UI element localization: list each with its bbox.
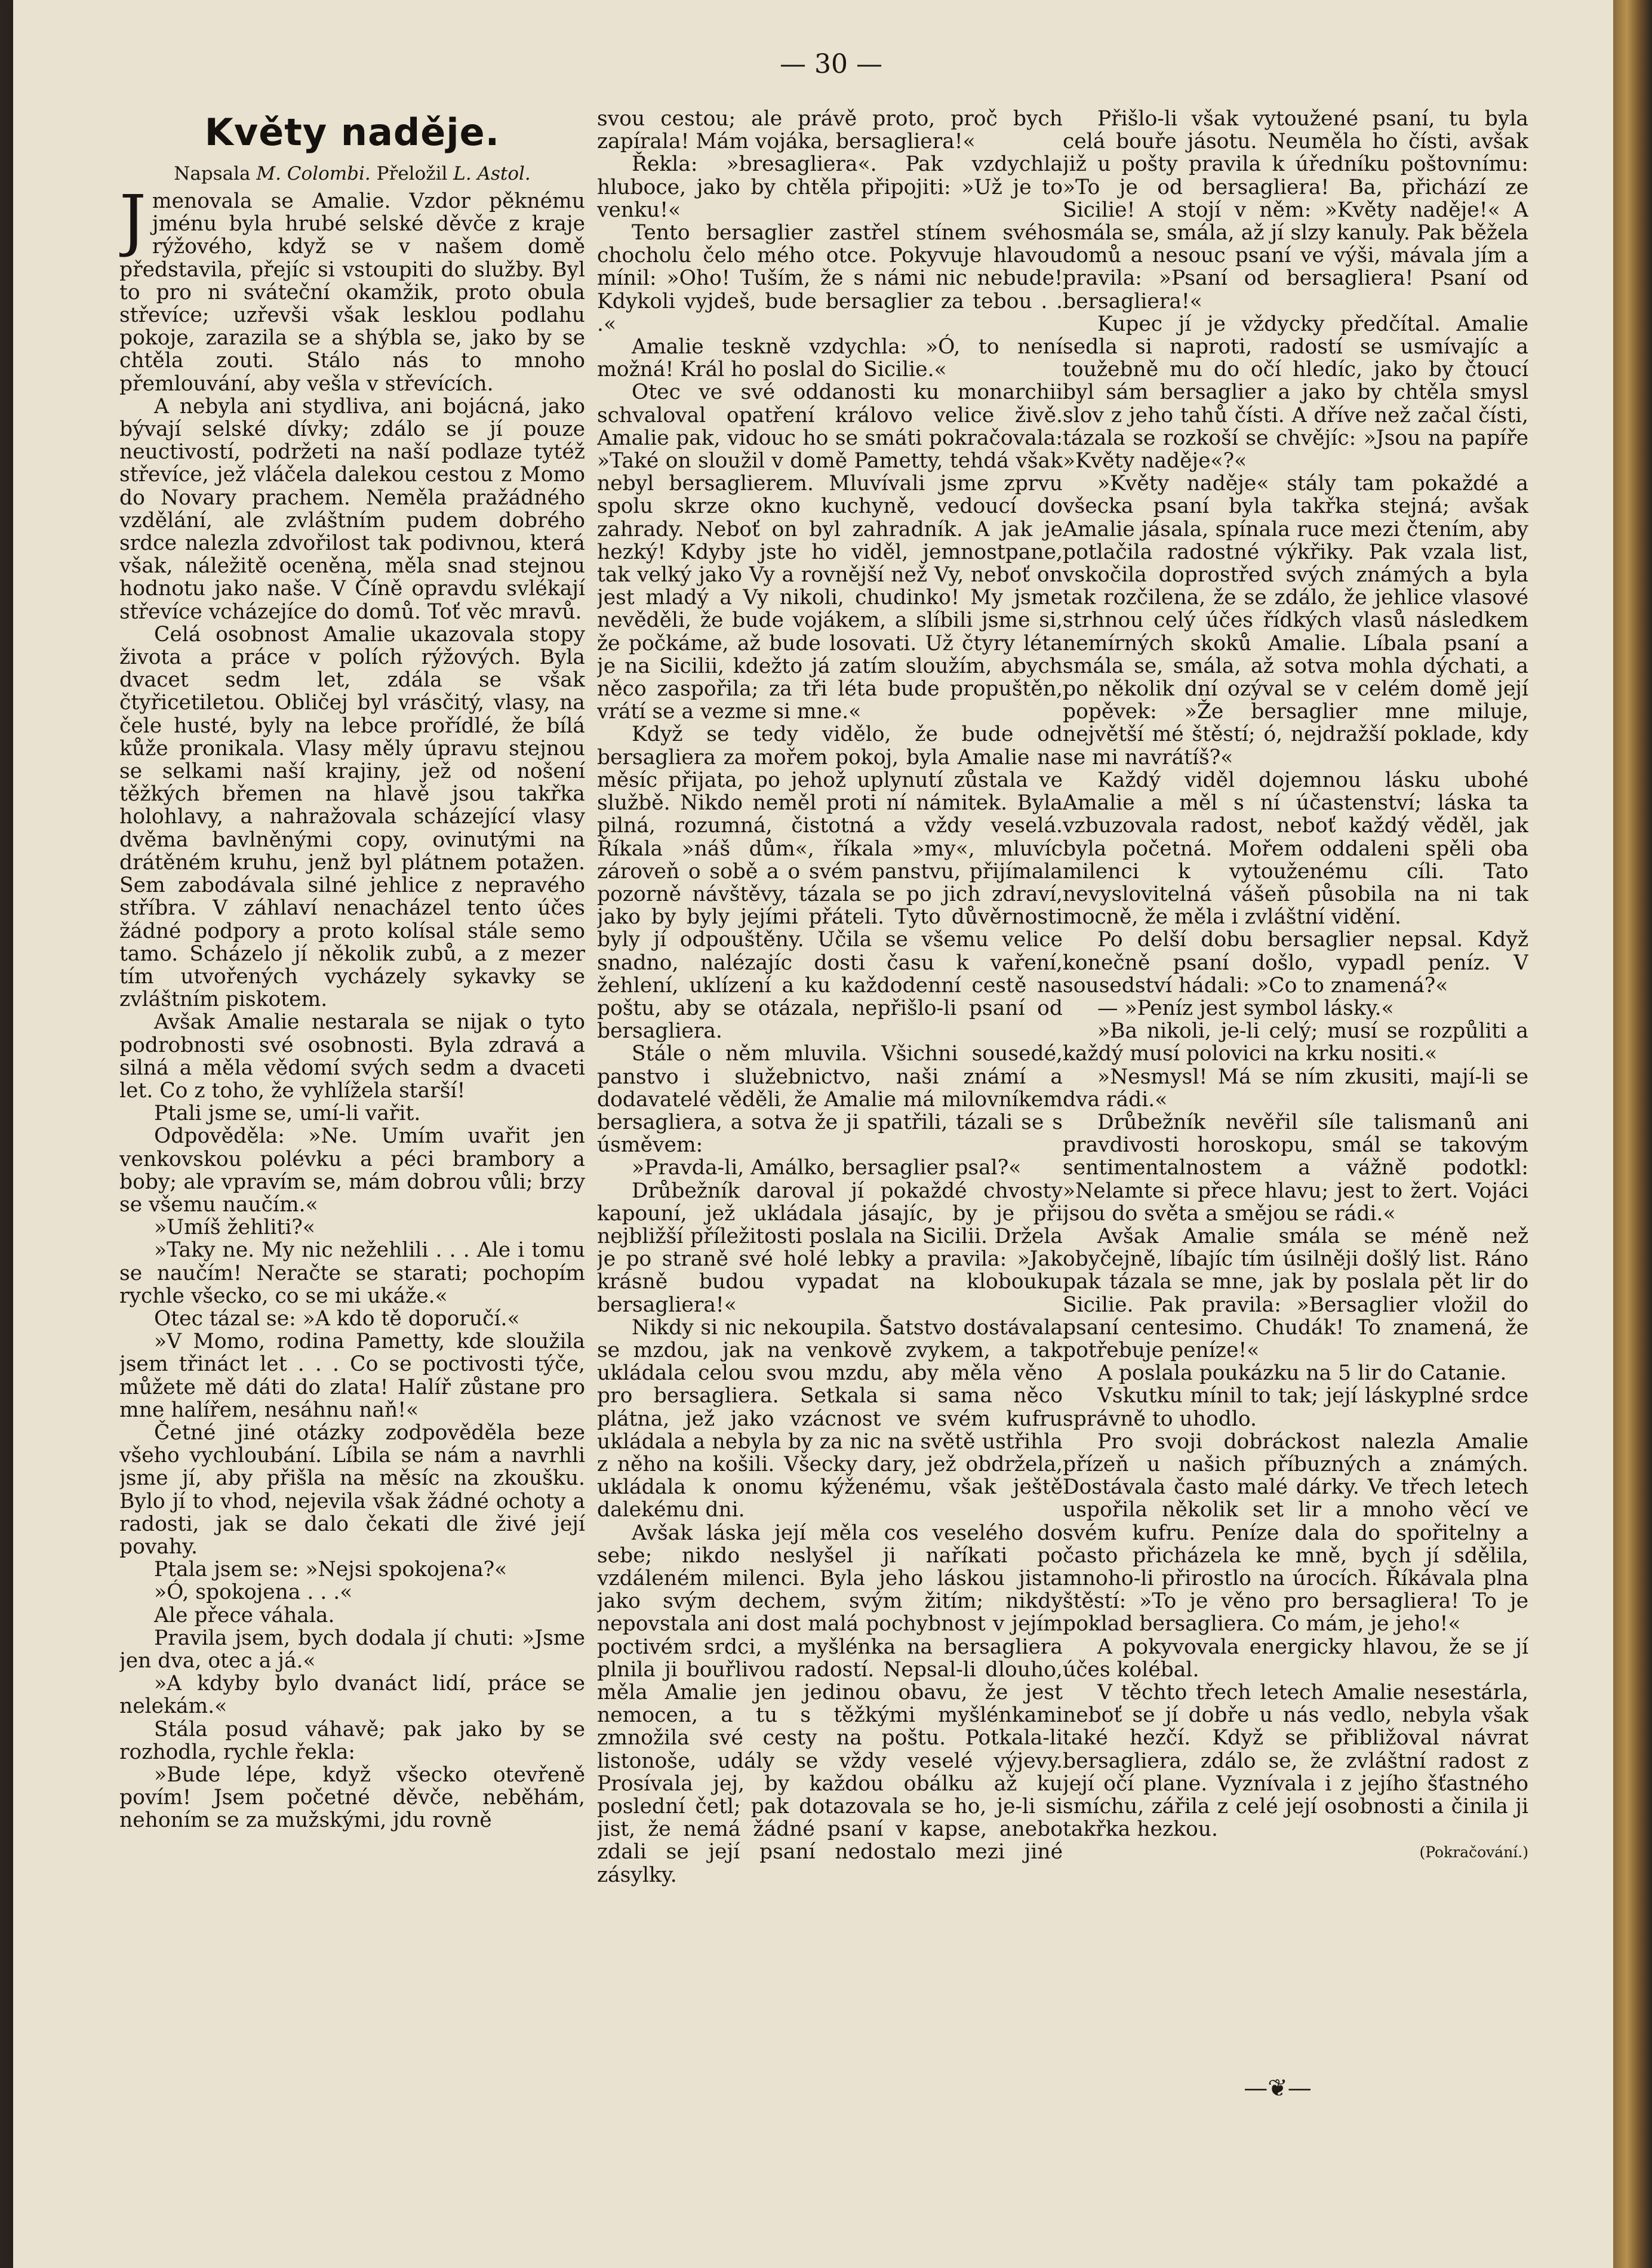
article-title: Květy naděje. xyxy=(204,110,500,154)
paragraph: A poslala poukázku na 5 lir do Catanie. xyxy=(1097,1361,1507,1386)
translator-name: L. Astol. xyxy=(453,163,531,184)
paragraph: Tento bersaglier zastřel stínem svého chocholu čelo mého otce. Pokyvuje hlavou mínil: »Oho! Tuším, že s námi nic nebude! Kdykoli vyjdeš, bude bersaglier za tebou . . .« xyxy=(597,221,1063,336)
column-body xyxy=(597,107,1063,1887)
paragraph: Pravila jsem, bych dodala jí chuti: »Jsme jen dva, otec a já.« xyxy=(119,1626,585,1673)
paragraph: Pro svoji dobráckost nalezla Amalie přízeň u našich příbuzných a známých. Dostávala často malé dárky. Ve třech letech uspořila několik set lir a mnoho věcí ve svém kufru. Peníze dala do spořitelny a často přicházela ke mně, bych jí sdělila, mnoho-li přirostlo na úrocích. Říkávala plna štěstí: »To je věno pro bersagliera! To je poklad bersagliera. Co mám, je jeho!« xyxy=(1063,1429,1528,1636)
drop-cap: J xyxy=(119,181,146,259)
column-body xyxy=(1063,107,1528,1841)
paragraph: Drůbežník nevěřil síle talismanů ani pravdivosti horoskopu, smál se takovým sentimentalnostem a vážně podotkl: »Nelamte si přece hlavu; jest to žert. Vojáci jsou do světa a smějou se rádi.« xyxy=(1063,1110,1528,1226)
continuation-note: (Pokračování.) xyxy=(1419,1844,1528,1861)
paragraph: Řekla: »bresagliera«. Pak vzdychla hluboce, jako by chtěla připojiti: »Už je to venku!« xyxy=(597,152,1063,222)
paragraph: Každý viděl dojemnou lásku ubohé Amalie a měl s ní účastenství; láska ta vzbuzovala radost, neboť každý věděl, jak byla početná. Mořem oddaleni spěli oba milenci k vytouženému cíli. Tato nevyslovitelná vášeň působila na ni tak mocně, že měla i zvláštní vidění. xyxy=(1063,768,1528,930)
paragraph: »Ó, spokojena . . .« xyxy=(154,1580,353,1605)
paragraph: Nikdy si nic nekoupila. Šatstvo dostávala se mzdou, jak na venkově zvykem, a tak ukládala celou svou mzdu, aby měla věno pro bersagliera. Setkala si sama něco plátna, jež jako vzácnost ve svém kufru ukládala a nebyla by za nic na světě ustřihla z něho na košili. Všecky dary, jež obdržela, ukládala k onomu kýženému, však ještě dalekému dni. xyxy=(597,1315,1063,1522)
paragraph: Avšak Amalie nestarala se nijak o tyto podrobnosti své osobnosti. Byla zdravá a silná a měla vědomí svých sedm a dvaceti let. Co z toho, že vyhlížela starší! xyxy=(119,1010,585,1103)
text-column-2 xyxy=(597,107,1063,2095)
paragraph: »Pravda-li, Amálko, bersaglier psal?« xyxy=(632,1156,1022,1180)
paragraph: Amalie teskně vzdychla: »Ó, to není možná! Král ho poslal do Sicilie.« xyxy=(597,335,1063,382)
paragraph: Četné jiné otázky zodpověděla beze všeho vychloubání. Líbila se nám a navrhli jsme jí, aby přišla na měsíc na zkoušku. Bylo jí to vhod, nejevila však žádné ochoty a radosti, jak se dalo čekati dle živé její povahy. xyxy=(119,1420,585,1559)
paragraph: Avšak Amalie smála se méně než obyčejně, líbajíc tím úsilněji došlý list. Ráno pak tázala se mne, jak by poslala pět lir do Sicilie. Pak pravila: »Bersaglier vložil do psaní centesimo. Chudák! To znamená, že potřebuje peníze!« xyxy=(1063,1224,1528,1362)
end-ornament: —❦— xyxy=(1244,2075,1312,2102)
paragraph: »Ba nikoli, je-li celý; musí se rozpůliti a každý musí polovici na krku nositi.« xyxy=(1063,1019,1528,1066)
paragraph: Po delší dobu bersaglier nepsal. Když konečně psaní došlo, vypadl peníz. V sousedství hádali: »Co to znamená?« xyxy=(1063,928,1528,998)
paragraph: »A kdyby bylo dvanáct lidí, práce se nelekám.« xyxy=(119,1672,585,1719)
byline-prefix: Napsala xyxy=(174,163,251,184)
paragraph: »Taky ne. My nic nežehlili . . . Ale i tomu se naučím! Neračte se starati; pochopím rychle všecko, co se mi ukáže.« xyxy=(119,1238,585,1308)
paragraph: »Květy naděje« stály tam pokaždé a všecka psaní byla takřka stejná; avšak Amalie jásala, spínala ruce mezi čtením, aby potlačila radostné výkřiky. Pak vzala list, vskočila doprostřed svých známých a byla tak rozčilena, že se zdálo, že jehlice vlasové strhnou celý účes řídkých vlasů následkem nemírných skoků Amalie. Líbala psaní a smála se, smála, až sotva mohla dýchati, a po několik dní ozýval se v celém domě její popěvek: »Že bersaglier mne miluje, největší mé štěstí; ó, nejdražší poklade, kdy se mi navrátíš?« xyxy=(1063,472,1528,770)
paragraph: Ptala jsem se: »Nejsi spokojena?« xyxy=(154,1558,507,1582)
page-number: — 30 — xyxy=(780,49,882,79)
paragraph: »V Momo, rodina Pametty, kde sloužila jsem třináct let . . . Co se poctivosti týče, můžete mě dáti do zlata! Halíř zůstane pro mne halířem, nesáhnu naň!« xyxy=(119,1330,585,1422)
paragraph: »Nesmysl! Má se ním zkusiti, mají-li se dva rádi.« xyxy=(1063,1064,1528,1112)
text-column-3 xyxy=(1063,107,1528,2095)
paragraph: »Umíš žehliti?« xyxy=(154,1215,315,1240)
paragraph: V těchto třech letech Amalie nesestárla, neboť se jí dobře u nás vedlo, nebyla však také hezčí. Když se přibližoval návrat bersagliera, zdálo se, že zvláštní radost z její očí plane. Vyznívala i z jejího šťastného smíchu, zářila z celé její osobnosti a činila ji takřka hezkou. xyxy=(1063,1681,1528,1842)
paragraph: Stále o něm mluvila. Všichni sousedé, panstvo i služebnictvo, naši známí a dodavatelé věděli, že Amalie má milovníkem bersagliera, a sotva že ji spatřili, tázali se s úsměvem: xyxy=(597,1042,1063,1158)
paragraph: Avšak láska její měla cos veselého do sebe; nikdo neslyšel ji naříkati po vzdáleném milenci. Byla jeho láskou jista jako svým dechem, svým žitím; nikdy nepovstala ani dost malá pochybnost v jejím poctivém srdci, a myšlénka na bersagliera plnila ji bouřlivou radostí. Nepsal-li dlouho, měla Amalie jen jedinou obavu, že jest nemocen, a tu s těžkými myšlénkami zmnožila své cesty na poštu. Potkala-li listonoše, udály se vždy veselé výjevy. Prosívala jej, by každou obálku až ku poslední četl; pak dotazovala se ho, je-li si jist, že nemá žádné psaní v kapse, anebo zdali se její psaní nedostalo mezi jiné zásylky. xyxy=(597,1521,1063,1887)
paragraph: A nebyla ani stydliva, ani bojácná, jako bývají selské dívky; zdálo se jí pouze neuctivostí, podržeti na naší podlaze tytéž střevíce, jež vláčela dalekou cestou z Momo do Novary prachem. Neměla pražádného vzdělání, ale zvláštním pudem dobrého srdce nalezla zdvořilost tak podivnou, která však, náležitě oceněna, měla snad stejnou hodnotu jako naše. V Číně opravdu svlékají střevíce vcházejíce do domů. Toť věc mravů. xyxy=(119,394,585,624)
paragraph: svou cestou; ale právě proto, proč bych zapírala! Mám vojáka, bersagliera!« xyxy=(597,107,1063,154)
paragraph: Vskutku mínil to tak; její láskyplné srdce správně to uhodlo. xyxy=(1063,1384,1528,1431)
paragraph: »Bude lépe, když všecko otevřeně povím! Jsem početné děvče, neběhám, nehoním se za mužskými, jdu rovně xyxy=(119,1763,585,1833)
paragraph: Když se tedy vidělo, že bude od bersagliera za mořem pokoj, byla Amalie na měsíc přijata, po jehož uplynutí zůstala ve službě. Nikdo neměl proti ní námitek. Byla pilná, rozumná, čistotná a vždy veselá. Říkala »náš dům«, říkala »my«, mluvíc zároveň o sobě a o svém panstvu, přijímala pozorně návštěvy, tázala se po jich zdraví, jako by byly jejími přáteli. Tyto důvěrnosti byly jí odpouštěny. Učila se všemu velice snadno, nalézajíc dosti času k vaření, žehlení, uklízení a ku každodenní cestě na poštu, aby se otázala, nepřišlo-li psaní od bersagliera. xyxy=(597,722,1063,1044)
translator-prefix: Přeložil xyxy=(376,163,448,184)
text-column-1 xyxy=(119,107,585,2095)
paragraph: Odpověděla: »Ne. Umím uvařit jen venkovskou polévku a péci brambory a boby; ale vpravím se, mám dobrou vůli; brzy se všemu naučím.« xyxy=(119,1124,585,1217)
paragraph: Celá osobnost Amalie ukazovala stopy života a práce v polích rýžových. Byla dvacet sedm let, zdála se však čtyřicetiletou. Obličej byl vrásčitý, vlasy, na čele husté, byly na lebce prořídlé, že bílá kůže pronikala. Vlasy měly úpravu stejnou se selkami naší krajiny, jež od nošení těžkých břemen na hlavě jsou takřka holohlavy, a nahražovala scházející vlasy dvěma bavlněnými copy, ovinutými na drátěném kruhu, jenž byl plátnem potažen. Sem zabodávala silné jehlice z nepravého stříbra. V záhlaví nenacházel tento účes žádné podpory a proto kolísal stále semo tamo. Scházelo jí několik zubů, a z mezer tím utvořených vycházely sykavky se zvláštním piskotem. xyxy=(119,622,585,1012)
paragraph: Jmenovala se Amalie. Vzdor pěknému jménu byla hrubé selské děvče z kraje rýžového, když se v našem domě představila, přejíc si vstoupiti do služby. Byl to pro ni sváteční okamžik, proto obula střevíce; uzřevši však lesklou podlahu pokoje, zarazila se a shýbla se, jako by se chtěla zouti. Stálo nás to mnoho přemlouvání, aby vešla v střevících. xyxy=(119,181,585,396)
paragraph: Otec ve své oddanosti ku monarchii schvaloval opatření královo velice živě. Amalie pak, vidouc ho se smáti pokračovala: »Také on sloužil v domě Pametty, tehdá však nebyl bersaglierem. Mluvívali jsme zprvu spolu skrze okno kuchyně, vedoucí do zahrady. Neboť on byl zahradník. A jak je hezký! Kdyby jste ho viděl, jemnostpane, tak velký jako Vy a rovnější než Vy, neboť on jest mladý a Vy nikoli, chudinko! My jsme nevěděli, že bude vojákem, a slíbili jsme si, že počkáme, až bude losovati. Už čtyry léta je na Sicilii, kdežto já zatím sloužím, abych něco zaspořila; za tři léta bude propuštěn, vrátí se a vezme si mne.« xyxy=(597,380,1063,724)
column-body xyxy=(119,181,585,1833)
paragraph: Drůbežník daroval jí pokaždé chvosty kapouní, jež ukládala jásajíc, by je při nejbližší příležitosti poslala na Sicilii. Držela je po straně své holé lebky a pravila: »Jak krásně budou vypadat na klobouku bersagliera!« xyxy=(597,1178,1063,1317)
paragraph: — »Peníz jest symbol lásky.« xyxy=(1097,996,1394,1020)
paragraph: Kupec jí je vždycky předčítal. Amalie sedla si naproti, radostí se usmívajíc a toužebně mu do očí hledíc, jako by čtoucí byl sám bersaglier a jako by chtěla smysl slov z jeho tahů čísti. A dříve než začal čísti, tázala se rozkoší se chvějíc: »Jsou na papíře »Květy naděje«?« xyxy=(1063,312,1528,473)
author-name: M. Colombi. xyxy=(256,163,371,184)
paragraph: Otec tázal se: »A kdo tě doporučí.« xyxy=(154,1306,520,1331)
paragraph: Stála posud váhavě; pak jako by se rozhodla, rychle řekla: xyxy=(119,1717,585,1764)
paragraph: Ptali jsme se, umí-li vařit. xyxy=(154,1101,421,1126)
paragraph: A pokyvovala energicky hlavou, že se jí účes kolébal. xyxy=(1063,1635,1528,1682)
page-edge xyxy=(1613,0,1652,2268)
paragraph: Přišlo-li však vytoužené psaní, tu byla celá bouře jásotu. Neuměla ho čísti, avšak již u pošty pravila k úředníku poštovnímu: »To je od bersagliera! Ba, přichází ze Sicilie! A stojí v něm: »Květy naděje!« A smála se, smála, až jí slzy kanuly. Pak běžela domů a nesouc psaní ve výši, mávala jím a pravila: »Psaní od bersagliera! Psaní od bersagliera!« xyxy=(1063,107,1528,313)
byline xyxy=(119,158,585,190)
paragraph: Ale přece váhala. xyxy=(154,1603,335,1627)
